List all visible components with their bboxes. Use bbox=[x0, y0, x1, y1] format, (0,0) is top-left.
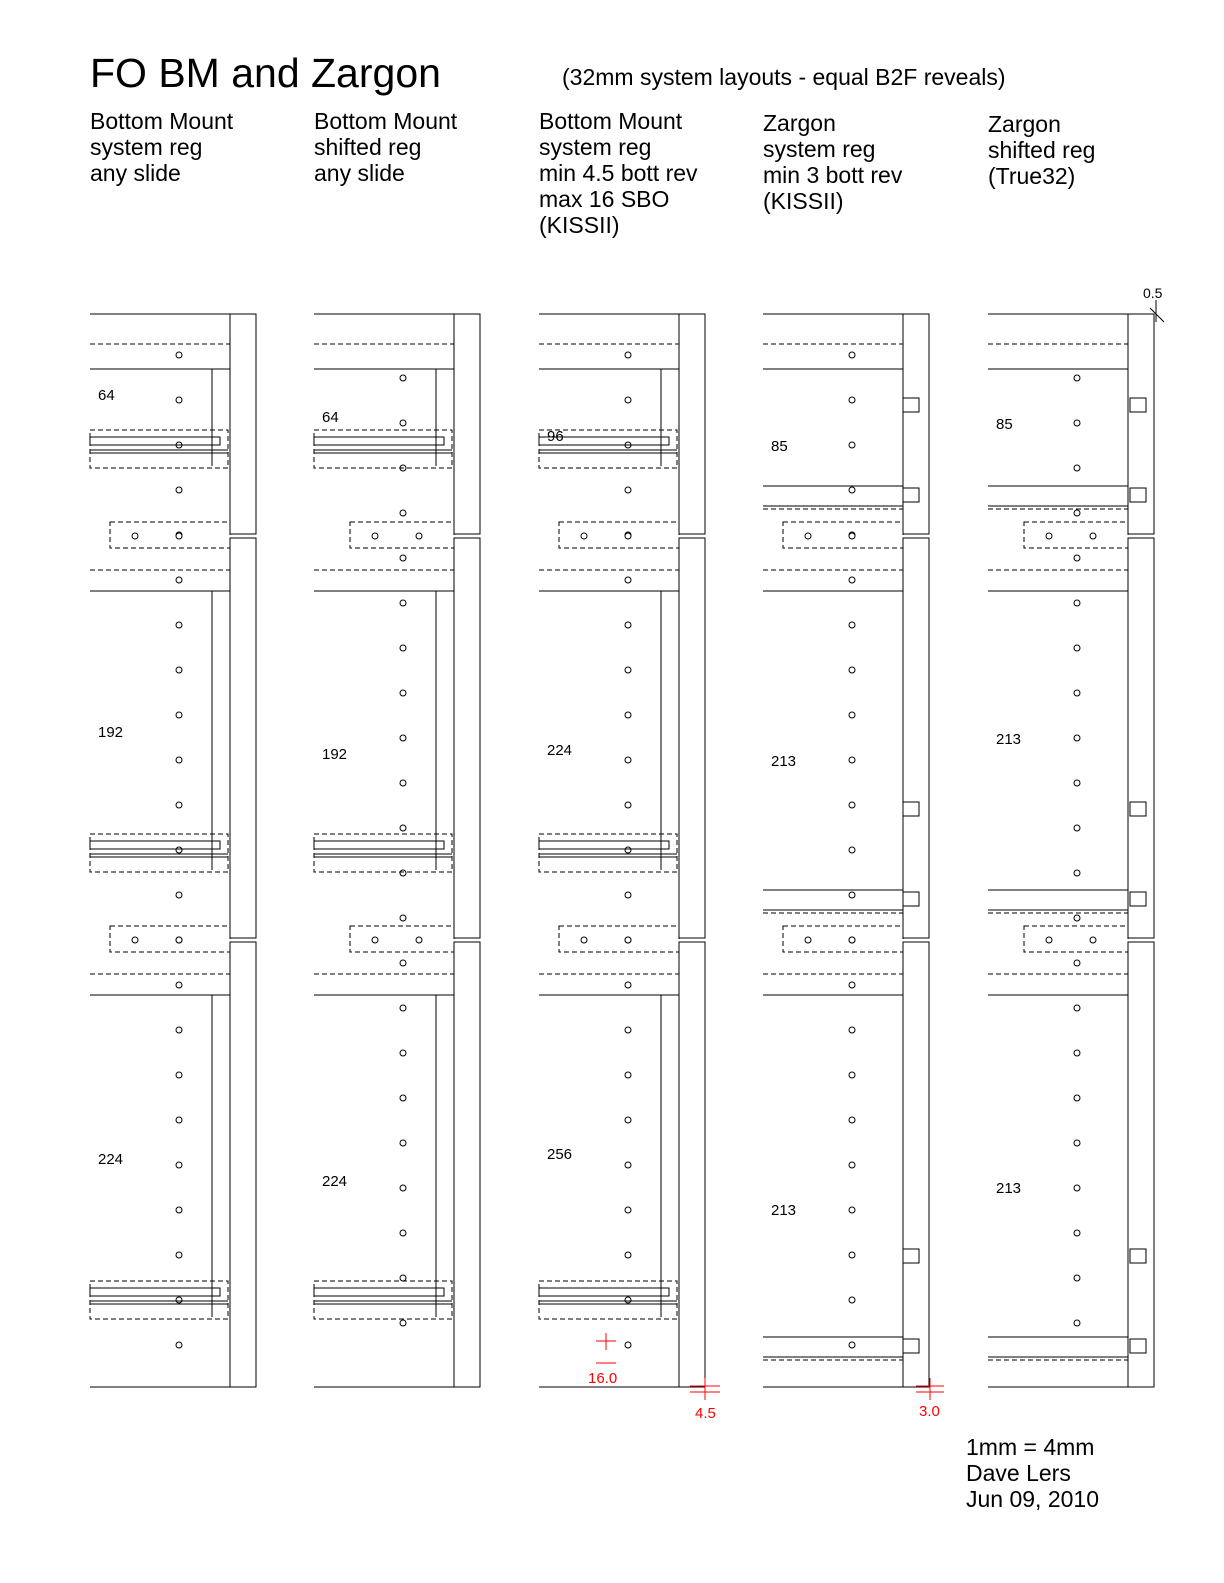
heading-line: any slide bbox=[90, 160, 181, 186]
system-hole bbox=[400, 735, 406, 741]
system-hole bbox=[372, 533, 378, 539]
system-hole bbox=[1074, 870, 1080, 876]
zargon-clip bbox=[903, 398, 919, 412]
system-hole bbox=[625, 622, 631, 628]
drawer-height-label: 213 bbox=[771, 753, 797, 770]
system-hole bbox=[625, 1117, 631, 1123]
system-hole bbox=[625, 1342, 631, 1348]
drawer-front bbox=[230, 314, 256, 534]
zargon-clip bbox=[903, 802, 919, 816]
heading-line: Bottom Mount bbox=[539, 108, 683, 134]
slide-rail bbox=[90, 1288, 220, 1296]
heading-line: Bottom Mount bbox=[90, 108, 234, 134]
system-hole bbox=[400, 1230, 406, 1236]
system-hole bbox=[849, 1342, 855, 1348]
system-hole bbox=[1074, 1185, 1080, 1191]
system-hole bbox=[176, 1162, 182, 1168]
system-hole bbox=[1074, 555, 1080, 561]
drawer-height-label: 213 bbox=[996, 1180, 1022, 1197]
system-hole bbox=[849, 622, 855, 628]
heading-line: shifted reg bbox=[314, 134, 422, 160]
system-hole bbox=[176, 1117, 182, 1123]
drawer-front bbox=[230, 538, 256, 938]
system-hole bbox=[849, 1207, 855, 1213]
author-name: Dave Lers bbox=[966, 1460, 1071, 1486]
slide-rail bbox=[90, 437, 220, 445]
system-hole bbox=[400, 1185, 406, 1191]
drawing-footer bbox=[966, 1434, 1099, 1512]
system-hole bbox=[625, 577, 631, 583]
zargon-clip bbox=[1130, 488, 1146, 502]
system-hole bbox=[1074, 420, 1080, 426]
heading-line: shifted reg bbox=[988, 137, 1096, 163]
system-hole bbox=[372, 937, 378, 943]
system-hole bbox=[581, 937, 587, 943]
heading-line: system reg bbox=[763, 136, 876, 162]
system-hole bbox=[625, 1072, 631, 1078]
system-hole bbox=[849, 937, 855, 943]
system-hole bbox=[1074, 375, 1080, 381]
system-hole bbox=[400, 1050, 406, 1056]
system-hole bbox=[176, 1252, 182, 1258]
system-hole bbox=[400, 1140, 406, 1146]
system-hole bbox=[1074, 825, 1080, 831]
system-hole bbox=[849, 1117, 855, 1123]
system-hole bbox=[132, 937, 138, 943]
system-hole bbox=[849, 397, 855, 403]
sbo-dimension: 16.0 bbox=[588, 1370, 618, 1387]
system-hole bbox=[849, 487, 855, 493]
system-hole bbox=[849, 1072, 855, 1078]
heading-line: (KISSII) bbox=[539, 212, 620, 238]
drawer-height-label: 224 bbox=[547, 742, 573, 759]
system-hole bbox=[176, 892, 182, 898]
drawer-height-label: 64 bbox=[98, 387, 115, 404]
cabinet-column-5 bbox=[988, 314, 1154, 1387]
system-hole bbox=[400, 825, 406, 831]
system-hole bbox=[400, 555, 406, 561]
zargon-clip bbox=[1130, 398, 1146, 412]
system-hole bbox=[625, 712, 631, 718]
connector-plate bbox=[559, 522, 679, 548]
dimension-tick bbox=[1150, 308, 1164, 322]
system-hole bbox=[176, 533, 182, 539]
page-title: FO BM and Zargon bbox=[90, 50, 441, 96]
system-hole bbox=[1090, 533, 1096, 539]
system-hole bbox=[625, 1207, 631, 1213]
scale-note: 1mm = 4mm bbox=[966, 1434, 1095, 1460]
zargon-clip bbox=[1130, 892, 1146, 906]
system-hole bbox=[625, 667, 631, 673]
top-reveal-dimension: 0.5 bbox=[1143, 285, 1163, 301]
drawer-front bbox=[454, 942, 480, 1387]
system-hole bbox=[625, 352, 631, 358]
system-hole bbox=[400, 1095, 406, 1101]
slide-rail bbox=[314, 1288, 444, 1296]
drawer-height-label: 224 bbox=[98, 1151, 124, 1168]
system-hole bbox=[176, 397, 182, 403]
system-hole bbox=[1074, 645, 1080, 651]
system-hole bbox=[1046, 533, 1052, 539]
system-hole bbox=[849, 352, 855, 358]
drawer-height-label: 224 bbox=[322, 1173, 348, 1190]
system-hole bbox=[416, 533, 422, 539]
system-hole bbox=[1074, 1095, 1080, 1101]
system-hole bbox=[400, 870, 406, 876]
heading-line: any slide bbox=[314, 160, 405, 186]
system-hole bbox=[1074, 735, 1080, 741]
system-hole bbox=[400, 600, 406, 606]
heading-line: max 16 SBO bbox=[539, 186, 670, 212]
system-hole bbox=[400, 960, 406, 966]
system-hole bbox=[1074, 690, 1080, 696]
drawer-height-label: 213 bbox=[771, 1202, 797, 1219]
slide-outline bbox=[90, 834, 228, 872]
slide-rail bbox=[314, 437, 444, 445]
system-hole bbox=[176, 847, 182, 853]
system-hole bbox=[625, 1297, 631, 1303]
slide-outline bbox=[314, 834, 452, 872]
heading-line: Zargon bbox=[988, 111, 1061, 137]
drawer-height-label: 96 bbox=[547, 428, 564, 445]
system-hole bbox=[849, 757, 855, 763]
system-hole bbox=[849, 847, 855, 853]
system-hole bbox=[625, 937, 631, 943]
drawer-front bbox=[903, 314, 929, 534]
system-hole bbox=[176, 667, 182, 673]
drawer-front bbox=[903, 942, 929, 1387]
system-hole bbox=[1074, 1275, 1080, 1281]
system-hole bbox=[176, 712, 182, 718]
system-hole bbox=[400, 375, 406, 381]
system-hole bbox=[625, 1027, 631, 1033]
system-hole bbox=[625, 533, 631, 539]
system-hole bbox=[625, 1252, 631, 1258]
system-hole bbox=[176, 352, 182, 358]
slide-outline bbox=[314, 430, 452, 468]
system-hole bbox=[849, 1027, 855, 1033]
system-hole bbox=[849, 533, 855, 539]
system-hole bbox=[400, 690, 406, 696]
system-hole bbox=[625, 1162, 631, 1168]
slide-outline bbox=[90, 1281, 228, 1319]
slide-rail bbox=[539, 841, 669, 849]
slide-rail bbox=[90, 841, 220, 849]
drawer-front bbox=[679, 314, 705, 534]
system-hole bbox=[625, 892, 631, 898]
system-hole bbox=[805, 533, 811, 539]
system-hole bbox=[176, 487, 182, 493]
system-hole bbox=[176, 1207, 182, 1213]
cabinet-column-3 bbox=[539, 314, 705, 1387]
system-hole bbox=[400, 1320, 406, 1326]
drawer-front bbox=[1128, 538, 1154, 938]
slide-outline bbox=[314, 1281, 452, 1319]
cabinet-column-4 bbox=[763, 314, 929, 1387]
system-hole bbox=[176, 577, 182, 583]
page-subtitle: (32mm system layouts - equal B2F reveals) bbox=[562, 64, 1006, 90]
system-hole bbox=[849, 1252, 855, 1258]
system-hole bbox=[176, 1072, 182, 1078]
heading-line: Zargon bbox=[763, 110, 836, 136]
system-hole bbox=[625, 757, 631, 763]
system-hole bbox=[400, 1275, 406, 1281]
heading-line: min 3 bott rev bbox=[763, 162, 903, 188]
drawer-front bbox=[454, 314, 480, 534]
zargon-clip bbox=[903, 1249, 919, 1263]
system-hole bbox=[849, 577, 855, 583]
system-hole bbox=[581, 533, 587, 539]
system-hole bbox=[805, 937, 811, 943]
system-hole bbox=[625, 982, 631, 988]
system-hole bbox=[1074, 960, 1080, 966]
system-hole bbox=[400, 915, 406, 921]
system-hole bbox=[400, 510, 406, 516]
system-hole bbox=[416, 937, 422, 943]
system-hole bbox=[400, 1005, 406, 1011]
zargon-clip bbox=[903, 488, 919, 502]
drawer-front bbox=[230, 942, 256, 1387]
system-hole bbox=[625, 487, 631, 493]
system-hole bbox=[849, 667, 855, 673]
drawer-height-label: 85 bbox=[996, 416, 1013, 433]
system-hole bbox=[1046, 937, 1052, 943]
drawer-front bbox=[679, 942, 705, 1387]
system-hole bbox=[176, 1027, 182, 1033]
system-hole bbox=[1074, 780, 1080, 786]
system-hole bbox=[849, 1297, 855, 1303]
zargon-clip bbox=[903, 1339, 919, 1353]
system-hole bbox=[176, 802, 182, 808]
system-hole bbox=[1090, 937, 1096, 943]
drawer-height-label: 192 bbox=[322, 746, 348, 763]
heading-line: min 4.5 bott rev bbox=[539, 160, 698, 186]
system-hole bbox=[1074, 1005, 1080, 1011]
connector-plate bbox=[1024, 926, 1128, 952]
system-hole bbox=[849, 982, 855, 988]
system-hole bbox=[176, 982, 182, 988]
drawer-front bbox=[1128, 314, 1154, 534]
system-hole bbox=[176, 622, 182, 628]
slide-rail bbox=[314, 841, 444, 849]
drawer-height-label: 192 bbox=[98, 724, 124, 741]
system-hole bbox=[1074, 1230, 1080, 1236]
connector-plate bbox=[559, 926, 679, 952]
slide-rail bbox=[539, 1288, 669, 1296]
zargon-bottom-reveal-dimension: 3.0 bbox=[919, 1403, 940, 1420]
drawer-front bbox=[903, 538, 929, 938]
system-hole bbox=[132, 533, 138, 539]
system-hole bbox=[176, 757, 182, 763]
system-hole bbox=[176, 1342, 182, 1348]
drawer-front bbox=[1128, 942, 1154, 1387]
slide-outline bbox=[90, 430, 228, 468]
connector-plate bbox=[350, 926, 454, 952]
system-hole bbox=[400, 645, 406, 651]
heading-line: (True32) bbox=[988, 163, 1076, 189]
system-hole bbox=[1074, 1140, 1080, 1146]
connector-plate bbox=[110, 926, 230, 952]
system-hole bbox=[625, 802, 631, 808]
zargon-clip bbox=[1130, 1249, 1146, 1263]
system-hole bbox=[1074, 1320, 1080, 1326]
system-hole bbox=[1074, 510, 1080, 516]
system-hole bbox=[849, 1162, 855, 1168]
drawer-height-label: 256 bbox=[547, 1146, 573, 1163]
zargon-clip bbox=[1130, 802, 1146, 816]
system-hole bbox=[1074, 1050, 1080, 1056]
drawer-front bbox=[454, 538, 480, 938]
system-hole bbox=[400, 780, 406, 786]
system-hole bbox=[1074, 915, 1080, 921]
connector-plate bbox=[783, 522, 903, 548]
drawer-height-label: 64 bbox=[322, 409, 339, 426]
zargon-clip bbox=[903, 892, 919, 906]
drawing-date: Jun 09, 2010 bbox=[966, 1486, 1100, 1512]
system-hole bbox=[400, 420, 406, 426]
connector-plate bbox=[350, 522, 454, 548]
heading-line: system reg bbox=[539, 134, 652, 160]
slide-outline bbox=[539, 1281, 677, 1319]
system-hole bbox=[176, 1297, 182, 1303]
connector-plate bbox=[110, 522, 230, 548]
system-hole bbox=[625, 847, 631, 853]
cabinet-column-2 bbox=[314, 314, 480, 1387]
zargon-clip bbox=[1130, 1339, 1146, 1353]
system-hole bbox=[849, 442, 855, 448]
slide-outline bbox=[539, 834, 677, 872]
connector-plate bbox=[1024, 522, 1128, 548]
system-hole bbox=[176, 937, 182, 943]
connector-plate bbox=[783, 926, 903, 952]
system-hole bbox=[1074, 465, 1080, 471]
system-hole bbox=[849, 802, 855, 808]
drawer-height-label: 85 bbox=[771, 438, 788, 455]
cabinet-column-1 bbox=[90, 314, 256, 1387]
heading-line: (KISSII) bbox=[763, 188, 844, 214]
system-hole bbox=[1074, 600, 1080, 606]
heading-line: Bottom Mount bbox=[314, 108, 458, 134]
heading-line: system reg bbox=[90, 134, 203, 160]
drawer-height-label: 213 bbox=[996, 731, 1022, 748]
system-hole bbox=[849, 892, 855, 898]
drawer-front bbox=[679, 538, 705, 938]
system-hole bbox=[625, 397, 631, 403]
bm-bottom-reveal-dimension: 4.5 bbox=[695, 1405, 716, 1422]
system-hole bbox=[849, 712, 855, 718]
